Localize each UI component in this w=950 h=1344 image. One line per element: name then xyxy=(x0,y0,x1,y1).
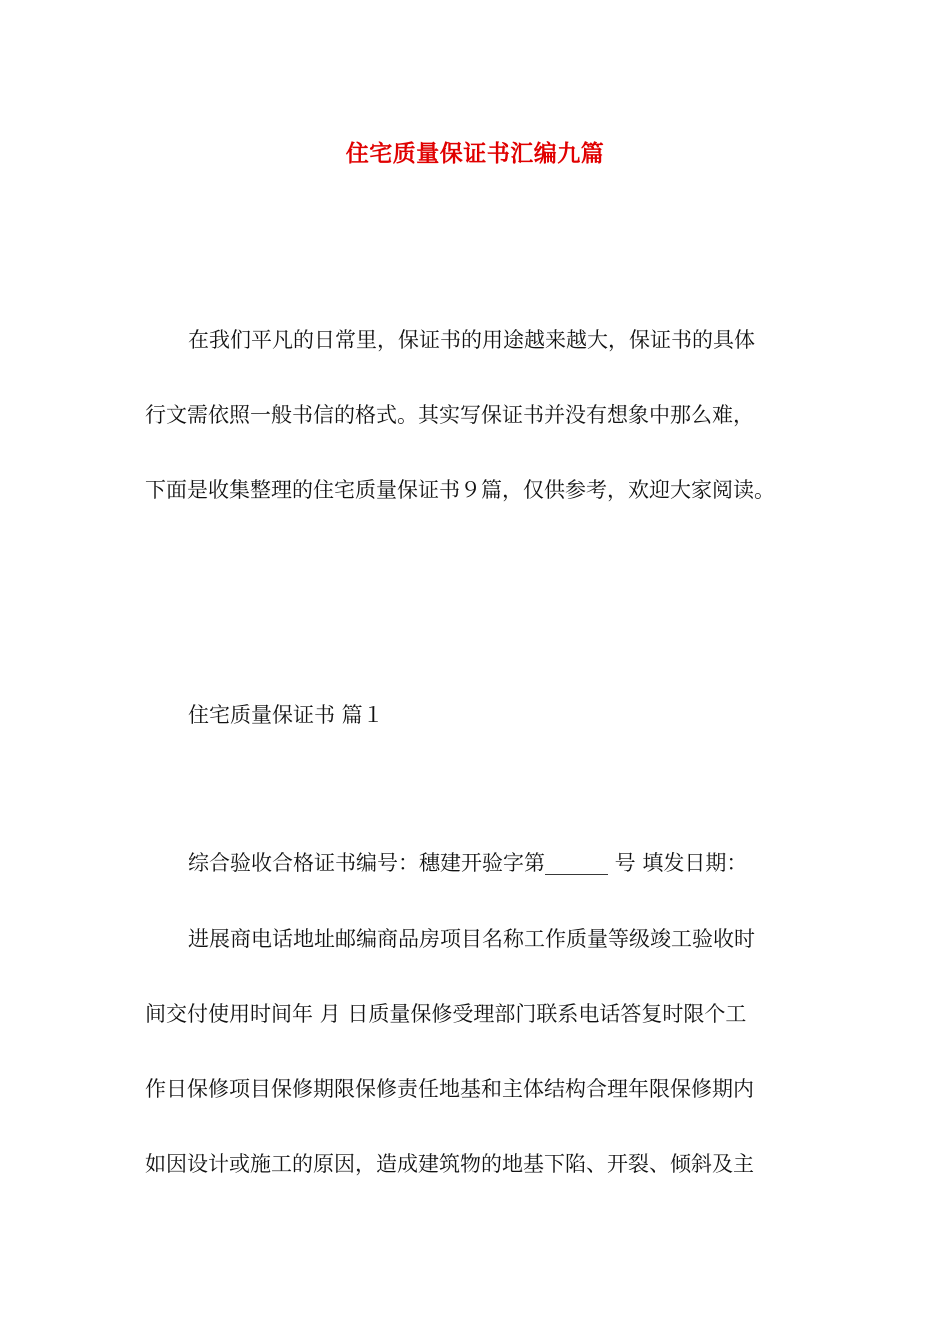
document-title: 住宅质量保证书汇编九篇 xyxy=(345,140,605,167)
body-line-1: 综合验收合格证书编号：穗建开验字第______ 号 填发日期： xyxy=(188,851,748,875)
body-line-3: 间交付使用时间年 月 日质量保修受理部门联系电话答复时限个工 xyxy=(145,1002,747,1026)
intro-line-2: 行文需依照一般书信的格式。其实写保证书并没有想象中那么难， xyxy=(145,403,754,427)
body-line-5: 如因设计或施工的原因，造成建筑物的地基下陷、开裂、倾斜及主 xyxy=(145,1152,754,1176)
intro-line-1: 在我们平凡的日常里，保证书的用途越来越大，保证书的具体 xyxy=(188,328,755,352)
section-heading: 住宅质量保证书 篇１ xyxy=(188,703,384,727)
intro-line-3: 下面是收集整理的住宅质量保证书９篇，仅供参考，欢迎大家阅读。 xyxy=(145,478,775,502)
body-line-2: 进展商电话地址邮编商品房项目名称工作质量等级竣工验收时 xyxy=(188,927,755,951)
body-line-4: 作日保修项目保修期限保修责任地基和主体结构合理年限保修期内 xyxy=(145,1077,754,1101)
